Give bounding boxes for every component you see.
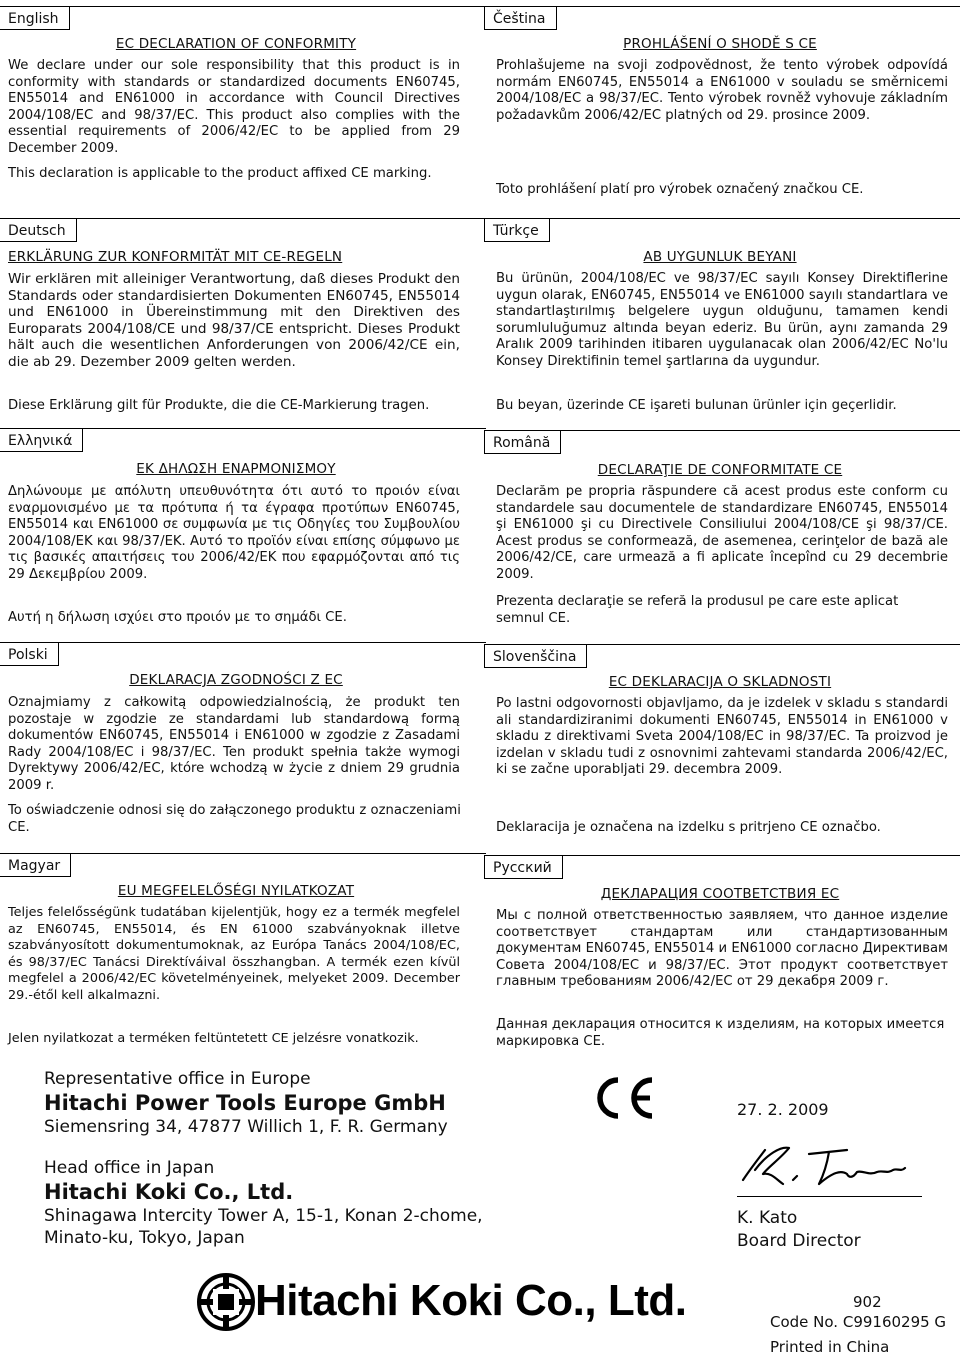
signature-image [737, 1140, 927, 1200]
section-body: Δηλώνουμε με απόλυτη υπευθυνότητα ότι αυτό το προιόν είναι εναρμονισμένο με τα πρότυπα ή τα έγραφα προτύπων EN60745, EN55014 και EN61000 σε συμφωνία με τις Οδηγίες του Συμβουλίου 2004/108/ΕΚ και 98/37/ΕΚ. Αυτό το προϊόν είναι επίσης σύμφωνο με τις βασικές απαιτήσεις του 2006/42/ΕΚ που εφαρμόζονται από τις 29 Δεκεμβρίου 2009. [8, 484, 460, 582]
europe-office [44, 1068, 448, 1138]
signature-line [737, 1196, 922, 1197]
section-applicable: Diese Erklärung gilt für Produkte, die die CE-Markierung tragen. [8, 398, 430, 413]
section-heading: ERKLÄRUNG ZUR KONFORMITÄT MIT CE-REGELN [8, 249, 343, 265]
section-turkce [484, 218, 956, 418]
printed-in: Printed in China [770, 1338, 890, 1356]
section-heading: EU MEGFELELŐSÉGI NYILATKOZAT [117, 883, 355, 899]
language-label: Türkçe [484, 218, 550, 242]
section-body: Declarăm pe propria răspundere că acest produs este conform cu standardele sau documentele de standardizare EN60745, EN55014 şi EN61000 şi cu Directivele Consiliului 2004/108/CE şi 98/37/CE. Acest produs se conformează, de asemenea, cerinţelor de bază ale 2006/42/CE, care urmează a fi aplicate începînd cu 29 decembrie 2009. [496, 484, 948, 582]
signer-name: K. Kato [737, 1208, 798, 1228]
section-ellinika [0, 428, 472, 638]
language-label: Română [484, 430, 561, 454]
language-label: Deutsch [0, 218, 77, 242]
signer-block [737, 1207, 861, 1253]
section-english [0, 6, 472, 206]
language-label: Русский [484, 855, 563, 879]
language-label: Polski [0, 642, 59, 666]
section-applicable: To oświadczenie odnosi się do załączonego produktu z oznaczeniami CE. [8, 803, 461, 835]
section-body: Prohlašujeme na svoji zodpovědnost, že tento výrobek odpovídá normám EN60745, EN55014 a EN61000 v souladu se směrnicemi 2004/108/EC a 98/37/EC. Tento výrobek rovněž vyhovuje základním požadavkům 2006/42/EC platných od 29. prosince 2009. [496, 58, 948, 123]
language-label: English [0, 6, 70, 30]
section-polski [0, 642, 472, 842]
europe-office-label: Representative office in Europe [44, 1069, 311, 1089]
declaration-date: 27. 2. 2009 [737, 1100, 829, 1119]
section-cestina [484, 6, 956, 206]
section-heading: DEKLARACJA ZGODNOŚCI Z EC [129, 672, 343, 688]
section-body: Wir erklären mit alleiniger Verantwortung, daß dieses Produkt den Standards oder standardisierten Dokumenten EN60745, EN55014 und EN61000 in Übereinstimmung mit den Direktiven des Europarats 2004/108/CE und 98/37/CE entspricht. Dieses Produkt hält auch die wesentlichen Anforderungen von 2006/42/CE ein, die ab 29. Dezember 2009 gelten werden. [8, 271, 460, 370]
language-label: Ελληνικά [0, 428, 83, 452]
section-heading: DECLARAŢIE DE CONFORMITATE CE [597, 462, 843, 478]
section-slovenscina [484, 644, 956, 844]
language-label: Magyar [0, 853, 71, 877]
japan-office [44, 1157, 483, 1249]
section-body: Bu ürünün, 2004/108/EC ve 98/37/EC sayılı Konsey Direktiflerine uygun olarak, EN60745, EN55014 ve EN61000 sayılı standartlara ve standartlaştırılmış belgelere uygun olduğunu, tamamen kendi sorumluluğumuz altında beyan ederiz. Bu ürün, aynı zamanda 29 Aralık 2009 tarihinden itibaren uygulanacak olan 2006/42/EC No'lu Konsey Direktifinin temel şartlarına da uygundur. [496, 271, 948, 369]
signer-title: Board Director [737, 1231, 861, 1251]
section-rule [0, 6, 486, 7]
company-logo-text: Hitachi Koki Co., Ltd. [255, 1276, 687, 1325]
ce-mark-icon [588, 1074, 658, 1122]
section-rule [0, 642, 486, 643]
section-rule [0, 853, 486, 854]
code-block [770, 1310, 946, 1360]
section-body: We declare under our sole responsibility that this product is in conformity with standards or standardized documents EN60745, EN55014 and EN61000 in accordance with Council Directives 2004/108/EC and 98/37/EC. This product also complies with the essential requirements of 2006/42/EC to be applied from 29 December 2009. [8, 58, 460, 156]
section-body: Oznajmiamy z całkowitą odpowiedzialnością, że produkt ten pozostaje w zgodzie ze standardami lub standardową formą dokumentów EN60745, EN55014 i EN61000 w zgodzie z Zasadami Rady 2004/108/EC i 98/37/EC. Ten produkt spełnia także wymogi Dyrektywy 2006/42/EC, które wchodzą w życie z dniem 29 grudnia 2009 r. [8, 695, 460, 793]
section-heading: ДЕКЛАРАЦИЯ СООТВЕТСТВИЯ ЕС [600, 886, 840, 902]
section-applicable: Bu beyan, üzerinde CE işareti bulunan ürünler için geçerlidir. [496, 398, 897, 413]
section-applicable: Prezenta declaraţie se referă la produsul pe care este aplicat semnul CE. [496, 594, 899, 626]
section-rule [484, 218, 960, 219]
section-russkiy [484, 855, 956, 1055]
section-body: Мы с полной ответственностью заявляем, что данное изделие соответствует стандартам или стандартизованным документам EN60745, EN55014 и EN61000 согласно Директивам Совета 2004/108/EC и 98/37/EC. Этот продукт соответствует главным требованиям 2006/42/EC от 29 декабря 2009 г. [496, 908, 948, 990]
section-applicable: Αυτή η δήλωση ισχύει στο προιόν με το σημάδι CE. [8, 610, 347, 625]
section-magyar [0, 853, 472, 1053]
hitachi-logo-icon [196, 1272, 256, 1332]
section-applicable: Deklaracija je označena na izdelku s pritrjeno CE označbo. [496, 820, 881, 835]
language-label: Čeština [484, 6, 557, 30]
section-deutsch [0, 218, 472, 418]
japan-company-name: Hitachi Koki Co., Ltd. [44, 1180, 294, 1204]
language-label: Slovenščina [484, 644, 587, 668]
section-applicable: Данная декларация относится к изделиям, на которых имеется маркировка CE. [496, 1017, 945, 1049]
japan-office-label: Head office in Japan [44, 1158, 215, 1178]
section-heading: ΕΚ ΔΗΛΩΣΗ ΕΝΑΡΜΟΝΙΣΜΟΥ [136, 461, 336, 477]
section-heading: EC DECLARATION OF CONFORMITY [115, 36, 357, 52]
section-applicable: Jelen nyilatkozat a terméken feltüntetett CE jelzésre vonatkozik. [8, 1031, 419, 1046]
japan-address-line-1: Shinagawa Intercity Tower A, 15-1, Konan 2-chome, [44, 1206, 483, 1226]
section-romana [484, 430, 956, 640]
code-number: Code No. C99160295 G [770, 1313, 947, 1331]
section-heading: PROHLÁŠENÍ O SHODĚ S CE [623, 36, 817, 52]
europe-address: Siemensring 34, 47877 Willich 1, F. R. Germany [44, 1117, 448, 1137]
japan-address-line-2: Minato-ku, Tokyo, Japan [44, 1228, 245, 1248]
section-body: Po lastni odgovornosti objavljamo, da je izdelek v skladu s standardi ali standardiziranimi dokumenti EN60745, EN55014 in EN61000 v skladu z direktivami Sveta 2004/108/EC in 98/37/EC. Ta proizvod je izdelan v skladu tudi z osnovnimi zahtevami standarda 2006/42/EC, ki se začne uporabljati 29. decembra 2009. [496, 696, 948, 778]
section-heading: AB UYGUNLUK BEYANI [643, 249, 797, 265]
section-applicable: Toto prohlášení platí pro výrobek označený značkou CE. [496, 182, 864, 197]
section-body: Teljes felelősségünk tudatában kijelentjük, hogy ez a termék megfelel az EN60745, EN55014, és EN 61000 szabványoknak illetve szabványosított dokumentumoknak, az Európa Tanács 2004/108/EC, és 98/37/EC Tanácsi Direktíváival összhangban. A termék ezen kívül megfelel a 2006/42/EC követelményeinek, melyeket 2009. December 29.-étől kell alkalmazni. [8, 905, 460, 1003]
page-number: 902 [853, 1293, 882, 1311]
section-applicable: This declaration is applicable to the product affixed CE marking. [8, 166, 432, 181]
europe-company-name: Hitachi Power Tools Europe GmbH [44, 1091, 446, 1115]
section-heading: EC DEKLARACIJA O SKLADNOSTI [608, 674, 832, 690]
